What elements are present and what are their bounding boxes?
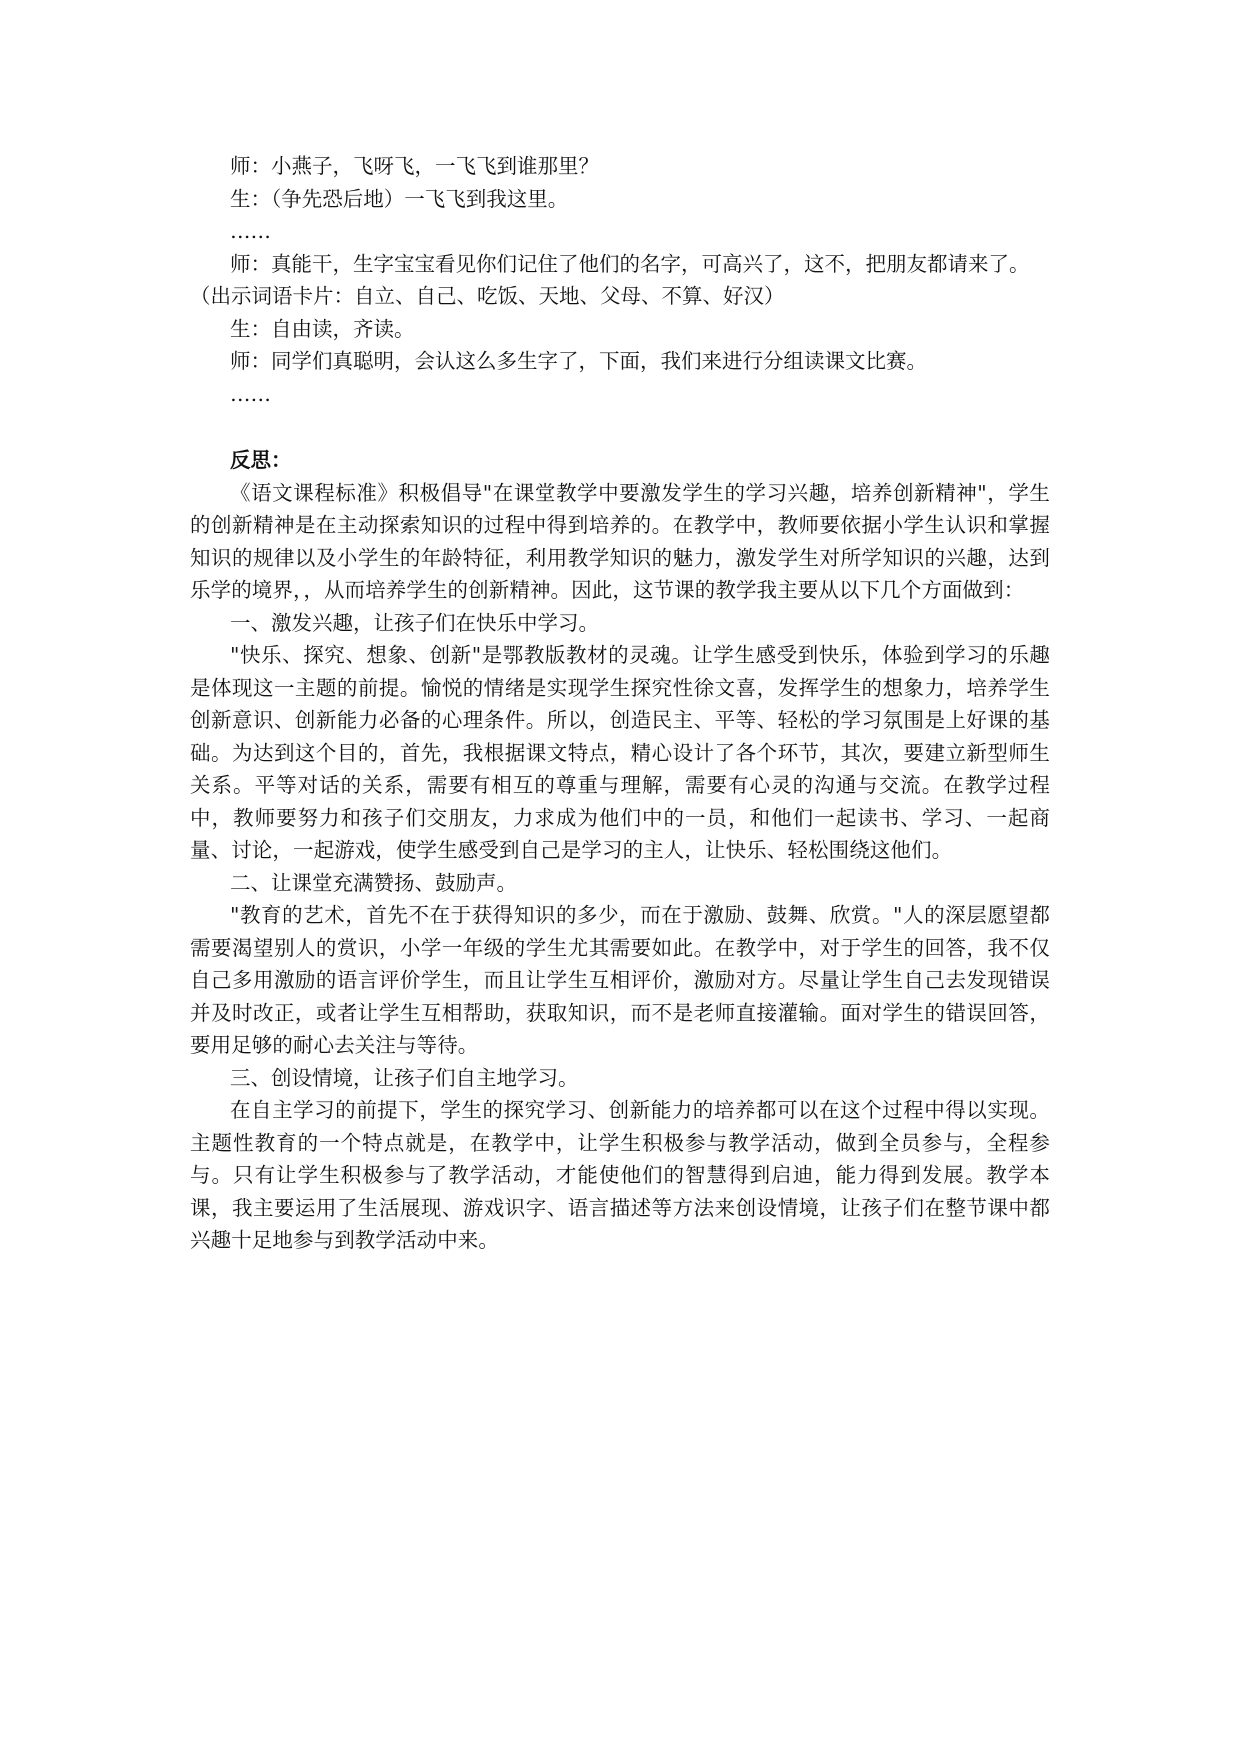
section1-body: "快乐、探究、想象、创新"是鄂教版教材的灵魂。让学生感受到快乐，体验到学习的乐趣是体现这一主题的前提。愉悦的情绪是实现学生探究性徐文喜，发挥学生的想象力，培养学生创新意识、创新能力必备的心理条件。所以，创造民主、平等、轻松的学习氛围是上好课的基础。为达到这个目的，首先，我根据课文特点，精心设计了各个环节，其次，要建立新型师生关系。平等对话的关系，需要有相互的尊重与理解，需要有心灵的沟通与交流。在教学过程中，教师要努力和孩子们交朋友，力求成为他们中的一员，和他们一起读书、学习、一起商量、讨论，一起游戏，使学生感受到自己是学习的主人，让快乐、轻松围绕这他们。 (190, 643, 1050, 862)
dialogue-line-6: 师：同学们真聪明，会认这么多生字了，下面，我们来进行分组读课文比赛。 (230, 349, 927, 373)
dialogue-line-3: 师：真能干，生字宝宝看见你们记住了他们的名字，可高兴了，这不，把朋友都请来了。 (230, 251, 1030, 276)
section1-title: 一、激发兴趣，让孩子们在快乐中学习。 (230, 610, 599, 635)
document-page (190, 150, 1050, 1257)
section3-title: 三、创设情境，让孩子们自主地学习。 (230, 1065, 579, 1090)
section-gap (190, 410, 1050, 444)
dialogue-ellipsis-1: …… (230, 219, 271, 243)
dialogue-ellipsis-2: …… (230, 381, 271, 406)
dialogue-line-4: （出示词语卡片：自立、自己、吃饭、天地、父母、不算、好汉） (190, 284, 785, 308)
dialogue-line-2: 生：（争先恐后地）一飞飞到我这里。 (230, 186, 569, 211)
reflection-heading: 反思： (230, 448, 292, 472)
section2-body: "教育的艺术，首先不在于获得知识的多少，而在于激励、鼓舞、欣赏。"人的深层愿望都需要渴望别人的赏识，小学一年级的学生尤其需要如此。在教学中，对于学生的回答，我不仅自己多用激励的语言评价学生，而且让学生互相评价，激励对方。尽量让学生自己去发现错误并及时改正，或者让学生互相帮助，获取知识，而不是老师直接灌输。面对学生的错误回答，要用足够的耐心去关注与等待。 (190, 903, 1050, 1057)
dialogue-line-5: 生：自由读，齐读。 (230, 316, 415, 341)
dialogue-line-1: 师：小燕子，飞呀飞，一飞飞到谁那里？ (230, 154, 599, 178)
section3-body: 在自主学习的前提下，学生的探究学习、创新能力的培养都可以在这个过程中得以实现。主题性教育的一个特点就是，在教学中，让学生积极参与教学活动，做到全员参与，全程参与。只有让学生积极参与了教学活动，才能使他们的智慧得到启迪，能力得到发展。教学本课，我主要运用了生活展现、游戏识字、语言描述等方法来创设情境，让孩子们在整节课中都兴趣十足地参与到教学活动中来。 (190, 1098, 1050, 1252)
section2-title: 二、让课堂充满赞扬、鼓励声。 (230, 870, 517, 895)
reflection-intro: 《语文课程标准》积极倡导"在课堂教学中要激发学生的学习兴趣，培养创新精神"，学生的创新精神是在主动探索知识的过程中得到培养的。在教学中，教师要依据小学生认识和掌握知识的规律以及小学生的年龄特征，利用教学知识的魅力，激发学生对所学知识的兴趣，达到乐学的境界，，从而培养学生的创新精神。因此，这节课的教学我主要从以下几个方面做到： (190, 480, 1050, 602)
